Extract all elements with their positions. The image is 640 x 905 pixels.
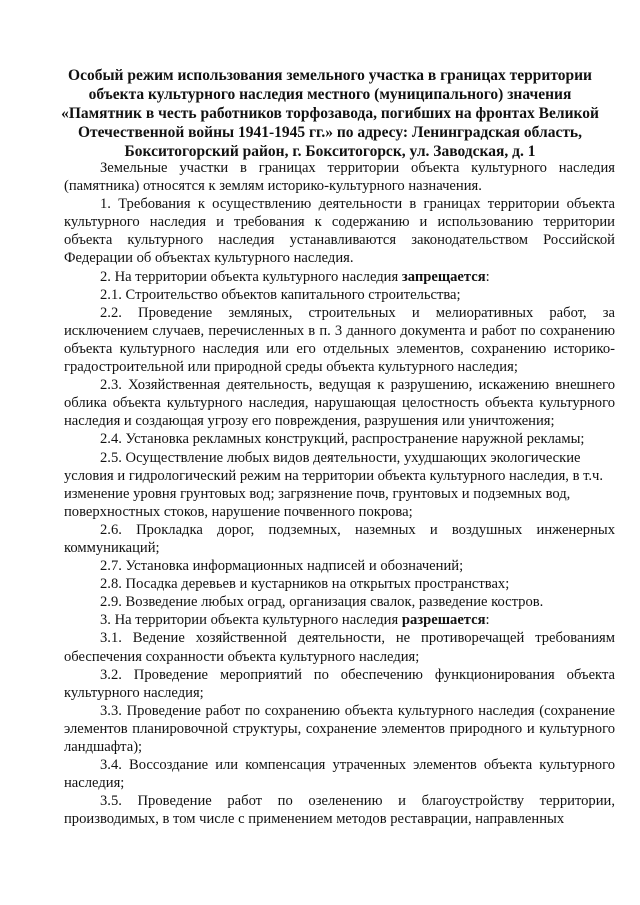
intro-paragraph: Земельные участки в границах территории объекта культурного наследия (памятника) относятся к землям историко-культурного назначения. [64, 160, 615, 195]
section-3-heading-text: 3. На территории объекта культурного наследия [100, 612, 402, 629]
document-body [64, 159, 615, 828]
item-2-6: 2.6. Прокладка дорог, подземных, наземных и воздушных инженерных коммуникаций; [64, 521, 615, 556]
item-2-2: 2.2. Проведение земляных, строительных и мелиоративных работ, за исключением случаев, перечисленных в п. 3 данного документа и работ по сохранению объекта культурного наследия или его отдельных элементов, сохранению историко-градостроительной или природной среды объекта культурного наследия; [64, 304, 615, 376]
item-2-8: 2.8. Посадка деревьев и кустарников на открытых пространствах; [100, 576, 510, 593]
document-title: Особый режим использования земельного участка в границах территории объекта культурного наследия местного (муниципального) значения «Памятник в честь работников торфозавода, погибших на фронтах Великой Отечественной войны 1941-1945 гг.» по адресу: Ленинградская область, Бокситогорский район, г. Бокситогорск, ул. Заводская, д. 1 [61, 67, 599, 160]
item-2-4: 2.4. Установка рекламных конструкций, распространение наружной рекламы; [100, 431, 585, 448]
section-2-heading [64, 268, 615, 286]
item-2-9: 2.9. Возведение любых оград, организация свалок, разведение костров. [100, 594, 544, 611]
section-3-heading [64, 611, 615, 629]
item-3-4: 3.4. Воссоздание или компенсация утраченных элементов объекта культурного наследия; [64, 757, 615, 792]
section-2-heading-colon: : [485, 268, 490, 285]
item-2-5: 2.5. Осуществление любых видов деятельности, ухудшающих экологические условия и гидрологический режим на территории объекта культурного наследия, в т.ч. изменение уровня грунтовых вод; загрязнение почв, грунтовых и подземных вод, поверхностных стоков, нарушение почвенного покрова; [64, 449, 604, 520]
item-3-5: 3.5. Проведение работ по озеленению и благоустройству территории, производимых, в том числе с применением методов реставрации, направленных [64, 793, 615, 828]
item-2-7: 2.7. Установка информационных надписей и обозначений; [100, 558, 464, 575]
item-3-1: 3.1. Ведение хозяйственной деятельности, не противоречащей требованиям обеспечения сохранности объекта культурного наследия; [64, 630, 615, 665]
item-2-1: 2.1. Строительство объектов капитального строительства; [100, 286, 461, 303]
section-3-heading-colon: : [485, 612, 490, 629]
item-3-3: 3.3. Проведение работ по сохранению объекта культурного наследия (сохранение элементов планировочной структуры, сохранение элементов природного и культурного ландшафта); [64, 702, 615, 755]
item-3-2: 3.2. Проведение мероприятий по обеспечению функционирования объекта культурного наследия; [64, 666, 615, 701]
section-2-heading-text: 2. На территории объекта культурного наследия [100, 268, 402, 285]
item-2-3: 2.3. Хозяйственная деятельность, ведущая к разрушению, искажению внешнего облика объекта культурного наследия, нарушающая целостность объекта культурного наследия и создающая угрозу его повреждения, разрушения или уничтожения; [64, 377, 615, 430]
section-2-keyword: запрещается [401, 268, 486, 285]
section-1-paragraph: 1. Требования к осуществлению деятельности в границах территории объекта культурного наследия и требования к содержанию и использованию территории объекта культурного наследия устанавливаются законодательством Российской Федерации об объектах культурного наследия. [64, 196, 615, 267]
section-3-keyword: разрешается [401, 612, 486, 629]
